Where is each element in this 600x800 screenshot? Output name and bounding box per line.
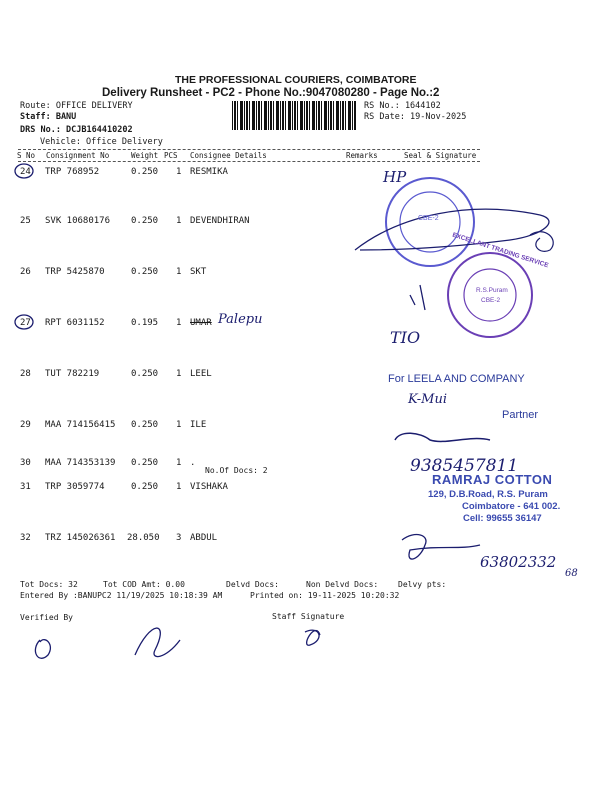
total-cod: Tot COD Amt: 0.00 [103, 580, 185, 589]
row-consignee: RESMIKA [190, 167, 228, 177]
ramraj-stamp-city: Coimbatore - 641 002. [462, 501, 561, 512]
col-consignee: Consignee Details [190, 151, 267, 160]
row-sno: 28 [20, 369, 31, 379]
handwritten-phone-tail: 68 [565, 568, 578, 579]
delivery-points: Delvy pts: [398, 580, 447, 589]
row-pcs: 1 [176, 482, 182, 492]
row-consignee: ILE [190, 420, 207, 430]
staff-label: Staff: BANU [20, 112, 77, 122]
handwritten-phone: 9385457811 [410, 456, 519, 476]
row-consignee: ABDUL [190, 533, 218, 543]
row-weight: 0.250 [131, 167, 159, 177]
row-weight: 0.250 [131, 420, 159, 430]
row-sno: 30 [20, 458, 31, 468]
handwritten-signature: K-Mui [408, 392, 447, 407]
row-weight: 28.050 [127, 533, 160, 543]
excellant-seal [448, 253, 532, 337]
row-consignee: . [190, 458, 196, 468]
drs-label: DRS No.: DCJB164410202 [20, 125, 133, 135]
row-consignment: RPT 6031152 [45, 318, 105, 328]
row-pcs: 1 [176, 318, 182, 328]
row-sno: 24 [20, 167, 31, 177]
row-pcs: 1 [176, 267, 182, 277]
row-consignee: VISHAKA [190, 482, 228, 492]
handwritten-phone: 63802332 [480, 553, 557, 571]
row-sno: 31 [20, 482, 31, 492]
row-weight: 0.250 [131, 482, 159, 492]
company-title: THE PROFESSIONAL COURIERS, COIMBATORE [175, 74, 417, 86]
docs-count-note: No.Of Docs: 2 [205, 466, 268, 475]
row-pcs: 1 [176, 458, 182, 468]
vehicle-label: Vehicle: Office Delivery [40, 137, 163, 147]
entered-by: Entered By :BANUPC2 11/19/2025 10:18:39 AM [20, 591, 223, 600]
non-delivered-docs: Non Delvd Docs: [306, 580, 379, 589]
handwritten-correction: Palepu [218, 312, 263, 327]
col-weight: Weight [131, 151, 159, 160]
row-consignment: TRP 5425870 [45, 267, 105, 277]
leela-stamp: For LEELA AND COMPANY [388, 373, 525, 385]
col-remarks: Remarks [346, 151, 378, 160]
row-weight: 0.250 [131, 267, 159, 277]
runsheet-subtitle: Delivery Runsheet - PC2 - Phone No.:9047080280 - Page No.:2 [102, 87, 440, 99]
excellant-stamp-center: R.S.Puram [476, 287, 508, 294]
staff-signature-label: Staff Signature [272, 612, 345, 621]
row-pcs: 1 [176, 420, 182, 430]
row-weight: 0.195 [131, 318, 159, 328]
row-consignment: SVK 10680176 [45, 216, 111, 226]
excellant-stamp-ring: EXCELLANT TRADING SERVICE [451, 231, 550, 270]
blue-round-seal [386, 178, 474, 266]
col-sno: S No [17, 151, 36, 160]
total-docs: Tot Docs: 32 [20, 580, 78, 589]
delivered-docs: Delvd Docs: [226, 580, 279, 589]
row-consignee: DEVENDHIRAN [190, 216, 250, 226]
printed-on: Printed on: 19-11-2025 10:20:32 [250, 591, 400, 600]
row-consignee: LEEL [190, 369, 212, 379]
row-pcs: 1 [176, 167, 182, 177]
row-sno: 29 [20, 420, 31, 430]
row-weight: 0.250 [131, 458, 159, 468]
rs-number: RS No.: 1644102 [364, 101, 441, 111]
row-consignment: TRZ 145026361 [45, 533, 116, 543]
row-consignee: SKT [190, 267, 207, 277]
col-consignment: Consignment No [46, 151, 110, 160]
ramraj-stamp-title: RAMRAJ COTTON [432, 472, 553, 487]
row-pcs: 1 [176, 369, 182, 379]
row-sno: 25 [20, 216, 31, 226]
row-weight: 0.250 [131, 216, 159, 226]
ramraj-stamp-cell: Cell: 99655 36147 [463, 513, 542, 524]
row-consignment: TUT 782219 [45, 369, 100, 379]
row-consignment: TRP 768952 [45, 167, 100, 177]
ramraj-stamp-address: 129, D.B.Road, R.S. Puram [428, 489, 548, 500]
row-consignment: TRP 3059774 [45, 482, 105, 492]
rs-date: RS Date: 19-Nov-2025 [364, 112, 467, 122]
excellant-stamp-center2: CBE-2 [481, 297, 501, 304]
handwritten-mark: TIO [390, 328, 421, 347]
blue-seal-center: CBE-2 [418, 215, 439, 222]
col-pcs: PCS [164, 151, 178, 160]
row-consignment: MAA 714353139 [45, 458, 116, 468]
row-sno: 26 [20, 267, 31, 277]
row-consignee: UMAR [190, 318, 212, 328]
leela-partner: Partner [502, 409, 539, 421]
row-weight: 0.250 [131, 369, 159, 379]
row-pcs: 3 [176, 533, 182, 543]
row-consignment: MAA 714156415 [45, 420, 116, 430]
row-pcs: 1 [176, 216, 182, 226]
row-sno: 27 [20, 318, 31, 328]
verified-by-label: Verified By [20, 613, 73, 622]
col-seal: Seal & Signature [404, 151, 477, 160]
route-label: Route: OFFICE DELIVERY [20, 101, 133, 111]
handwritten-initials: HP [383, 168, 407, 186]
row-sno: 32 [20, 533, 31, 543]
